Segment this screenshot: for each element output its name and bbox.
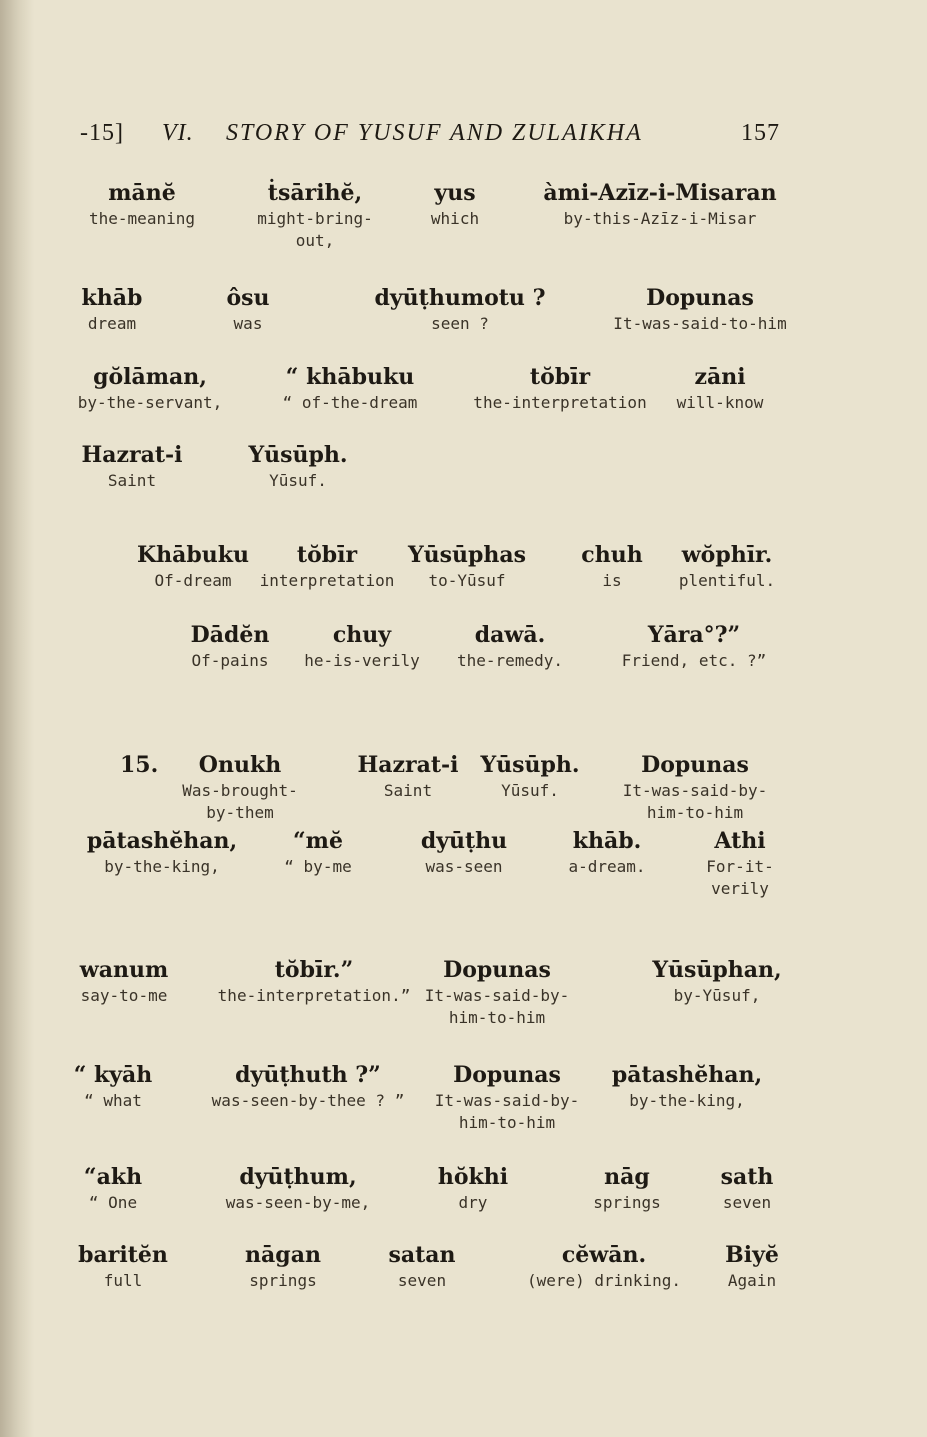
word-gloss-pair [284, 826, 351, 878]
gloss-line-text: Again [727, 1271, 777, 1290]
gloss-line-text: (were) drinking. [526, 1271, 682, 1290]
kashmiri-word: Dopunas [443, 957, 551, 983]
word-gloss-pair [137, 540, 249, 592]
word-gloss-pair [527, 1240, 681, 1292]
english-gloss [568, 856, 645, 878]
english-gloss [87, 856, 237, 878]
gloss-line-text: him-to-him [458, 1113, 556, 1132]
kashmiri-word: wŏphīr. [681, 542, 773, 568]
gloss-line-text: “ One [88, 1193, 138, 1212]
gloss-line-text: is [602, 571, 622, 590]
kashmiri-word: Yūsūphan, [652, 957, 782, 983]
english-gloss [248, 470, 347, 492]
gloss-line-text: Of-pains [191, 651, 269, 670]
english-gloss [593, 1192, 660, 1214]
word-gloss-pair [593, 1162, 660, 1214]
word-gloss-pair [375, 283, 546, 335]
english-gloss [480, 780, 579, 802]
gloss-line-text: Yūsuf. [269, 471, 327, 490]
kashmiri-word: tŏbīr [529, 364, 591, 390]
word-gloss-pair [248, 440, 347, 492]
english-gloss [137, 570, 249, 592]
english-gloss [435, 1090, 580, 1134]
gloss-line-text: was [233, 314, 263, 333]
word-gloss-pair [82, 283, 143, 335]
word-gloss-pair [612, 1060, 762, 1112]
kashmiri-word: tŏbīr.” [274, 957, 354, 983]
gloss-line-text: It-was-said-by- [622, 781, 768, 800]
english-gloss [613, 313, 786, 335]
gloss-line-text: seven [722, 1193, 772, 1212]
kashmiri-word: ôsu [226, 285, 270, 311]
gloss-line-text: Yūsuf. [501, 781, 559, 800]
gloss-line-text: springs [249, 1271, 317, 1290]
word-gloss-pair [226, 283, 269, 335]
word-gloss-pair [435, 1060, 580, 1134]
gloss-line-text: seen ? [431, 314, 489, 333]
word-gloss-pair [84, 1162, 142, 1214]
gloss-line-text: will-know [676, 393, 764, 412]
english-gloss [84, 1192, 142, 1214]
kashmiri-word: ṫsārihĕ, [267, 180, 363, 206]
english-gloss [457, 650, 563, 672]
word-gloss-pair [81, 440, 182, 492]
word-gloss-pair [725, 1240, 779, 1292]
english-gloss [78, 1270, 168, 1292]
english-gloss [623, 780, 768, 824]
kashmiri-word: cĕwān. [561, 1242, 647, 1268]
gloss-line-text: him-to-him [646, 803, 744, 822]
english-gloss [74, 1090, 153, 1112]
kashmiri-word: hŏkhi [437, 1164, 509, 1190]
gloss-line-text: the-interpretation.” [217, 986, 411, 1005]
english-gloss [226, 1192, 371, 1214]
word-gloss-pair [245, 1240, 321, 1292]
word-gloss-pair [226, 1162, 371, 1214]
kashmiri-word: “mĕ [293, 828, 343, 854]
word-gloss-pair [425, 955, 570, 1029]
english-gloss [408, 570, 526, 592]
book-binding-shadow [0, 0, 34, 1437]
english-gloss [725, 1270, 779, 1292]
kashmiri-word: khāb. [572, 828, 642, 854]
gloss-line-text: full [103, 1271, 143, 1290]
gloss-line-text: “ by-me [284, 857, 352, 876]
kashmiri-word: yus [434, 180, 476, 206]
english-gloss [421, 856, 507, 878]
word-gloss-pair [623, 750, 768, 824]
gloss-line-text: the-meaning [89, 209, 195, 228]
kashmiri-word: pātashĕhan, [86, 828, 238, 854]
kashmiri-word: dawā. [474, 622, 546, 648]
english-gloss [82, 313, 143, 335]
gloss-line-text: plentiful. [678, 571, 776, 590]
word-gloss-pair [182, 750, 298, 824]
english-gloss [388, 1270, 455, 1292]
kashmiri-word: khāb [81, 285, 143, 311]
english-gloss [78, 392, 223, 414]
gloss-line-text: dry [458, 1193, 488, 1212]
kashmiri-word: Yūsūph. [480, 752, 580, 778]
word-gloss-pair [357, 750, 458, 802]
english-gloss [473, 392, 646, 414]
gloss-line-text: was-seen [425, 857, 503, 876]
english-gloss [706, 856, 773, 900]
word-gloss-pair [408, 540, 526, 592]
paragraph-number: 15. [120, 752, 159, 778]
gloss-line-text: was-seen-by-thee ? ” [211, 1091, 405, 1110]
kashmiri-word: satan [388, 1242, 456, 1268]
english-gloss [89, 208, 195, 230]
kashmiri-word: baritĕn [78, 1242, 168, 1268]
kashmiri-word: Dopunas [641, 752, 749, 778]
kashmiri-word: chuh [581, 542, 643, 568]
gloss-line-text: “ of-the-dream [282, 393, 418, 412]
word-gloss-pair [191, 620, 270, 672]
english-gloss [226, 313, 269, 335]
kashmiri-word: gŏlāman, [93, 364, 207, 390]
gloss-line-text: a-dream. [568, 857, 646, 876]
section-marker: -15] [80, 120, 124, 146]
english-gloss [260, 570, 395, 592]
word-gloss-pair [652, 955, 781, 1007]
kashmiri-word: “ khābuku [285, 364, 415, 390]
gloss-line-text: Saint [107, 471, 157, 490]
gloss-line-text: by-the-king, [629, 1091, 745, 1110]
gloss-line-text: might-bring- [257, 209, 373, 228]
kashmiri-word: àmi-Azīz-i-Misaran [543, 180, 777, 206]
kashmiri-word: Yūsūphas [407, 542, 527, 568]
kashmiri-word: Hazrat-i [357, 752, 459, 778]
word-gloss-pair [613, 283, 786, 335]
english-gloss [679, 570, 775, 592]
gloss-line-text: seven [397, 1271, 447, 1290]
page-number: 157 [741, 120, 780, 146]
gloss-line-text: It-was-said-by- [434, 1091, 580, 1110]
kashmiri-word: Athi [714, 828, 766, 854]
gloss-line-text: to-Yūsuf [428, 571, 506, 590]
kashmiri-word: “akh [83, 1164, 143, 1190]
english-gloss [622, 650, 767, 672]
word-gloss-pair [283, 362, 418, 414]
word-gloss-pair [257, 178, 373, 252]
kashmiri-word: sath [720, 1164, 774, 1190]
kashmiri-word: pātashĕhan, [611, 1062, 763, 1088]
word-gloss-pair [677, 362, 764, 414]
kashmiri-word: chuy [332, 622, 392, 648]
english-gloss [81, 470, 182, 492]
gloss-line-text: It-was-said-to-him [613, 314, 787, 333]
gloss-line-text: Saint [383, 781, 433, 800]
english-gloss [677, 392, 764, 414]
kashmiri-word: nāg [604, 1164, 650, 1190]
kashmiri-word: dyūṭhumotu ? [374, 285, 546, 311]
kashmiri-word: dyūṭhuth ?” [235, 1062, 381, 1088]
word-gloss-pair [78, 1240, 168, 1292]
kashmiri-word: Biyĕ [725, 1242, 779, 1268]
english-gloss [284, 856, 351, 878]
word-gloss-pair [431, 178, 479, 230]
gloss-line-text: by-the-servant, [77, 393, 223, 412]
english-gloss [218, 985, 411, 1007]
gloss-line-text: It-was-said-by- [424, 986, 570, 1005]
word-gloss-pair [388, 1240, 455, 1292]
english-gloss [652, 985, 781, 1007]
gloss-line-text: say-to-me [80, 986, 168, 1005]
gloss-line-text: by-the-king, [104, 857, 220, 876]
word-gloss-pair [80, 955, 168, 1007]
english-gloss [431, 208, 479, 230]
english-gloss [182, 780, 298, 824]
kashmiri-word: nāgan [245, 1242, 321, 1268]
english-gloss [721, 1192, 774, 1214]
english-gloss [245, 1270, 321, 1292]
kashmiri-word: zāni [694, 364, 746, 390]
gloss-line-text: the-interpretation [473, 393, 647, 412]
english-gloss [212, 1090, 405, 1112]
gloss-line-text: he-is-verily [304, 651, 420, 670]
gloss-line-text: Of-dream [154, 571, 232, 590]
kashmiri-word: Dopunas [646, 285, 754, 311]
word-gloss-pair [89, 178, 195, 230]
gloss-line-text: which [430, 209, 480, 228]
word-gloss-pair [74, 1060, 153, 1112]
english-gloss [257, 208, 373, 252]
gloss-line-text: Friend, etc. ?” [621, 651, 767, 670]
word-gloss-pair [721, 1162, 774, 1214]
gloss-line-text: by-this-Azīz-i-Misar [563, 209, 757, 228]
gloss-line-text: dream [87, 314, 137, 333]
english-gloss [612, 1090, 762, 1112]
kashmiri-word: “ kyāh [73, 1062, 153, 1088]
word-gloss-pair [87, 826, 237, 878]
english-gloss [425, 985, 570, 1029]
gloss-line-text: Was-brought- [182, 781, 298, 800]
word-gloss-pair [438, 1162, 508, 1214]
word-gloss-pair [218, 955, 411, 1007]
kashmiri-word: Dopunas [453, 1062, 561, 1088]
word-gloss-pair [581, 540, 642, 592]
word-gloss-pair [421, 826, 507, 878]
kashmiri-word: mānĕ [108, 180, 176, 206]
english-gloss [304, 650, 420, 672]
word-gloss-pair [568, 826, 645, 878]
kashmiri-word: Hazrat-i [81, 442, 183, 468]
gloss-line-text: “ what [84, 1091, 142, 1110]
english-gloss [375, 313, 546, 335]
kashmiri-word: Yūsūph. [248, 442, 348, 468]
word-gloss-pair [457, 620, 563, 672]
english-gloss [357, 780, 458, 802]
word-gloss-pair [473, 362, 646, 414]
gloss-line-text: was-seen-by-me, [225, 1193, 371, 1212]
english-gloss [438, 1192, 508, 1214]
kashmiri-word: dyūṭhu [420, 828, 508, 854]
chapter-title: STORY OF YUSUF AND ZULAIKHA [226, 120, 643, 146]
gloss-line-text: out, [295, 231, 335, 250]
chapter-number: VI. [162, 120, 194, 146]
gloss-line-text: verily [711, 879, 769, 898]
kashmiri-word: dyūṭhum, [239, 1164, 357, 1190]
word-gloss-pair [260, 540, 395, 592]
gloss-line-text: interpretation [259, 571, 395, 590]
gloss-line-text: him-to-him [448, 1008, 546, 1027]
gloss-line-text: the-remedy. [457, 651, 563, 670]
english-gloss [80, 985, 168, 1007]
kashmiri-word: Yāra°?” [647, 622, 741, 648]
kashmiri-word: Khābuku [137, 542, 249, 568]
word-gloss-pair [480, 750, 579, 802]
word-gloss-pair [706, 826, 773, 900]
kashmiri-word: wanum [79, 957, 169, 983]
word-gloss-pair [622, 620, 767, 672]
word-gloss-pair [679, 540, 775, 592]
kashmiri-word: tŏbīr [296, 542, 358, 568]
english-gloss [283, 392, 418, 414]
kashmiri-word: Onukh [198, 752, 282, 778]
word-gloss-pair [212, 1060, 405, 1112]
gloss-line-text: springs [593, 1193, 661, 1212]
english-gloss [543, 208, 776, 230]
gloss-line-text: by-Yūsuf, [673, 986, 761, 1005]
word-gloss-pair [543, 178, 776, 230]
kashmiri-word: Dādĕn [190, 622, 270, 648]
word-gloss-pair [78, 362, 223, 414]
word-gloss-pair [304, 620, 420, 672]
gloss-line-text: For-it- [706, 857, 774, 876]
gloss-line-text: by-them [206, 803, 274, 822]
english-gloss [581, 570, 642, 592]
english-gloss [527, 1270, 681, 1292]
english-gloss [191, 650, 270, 672]
